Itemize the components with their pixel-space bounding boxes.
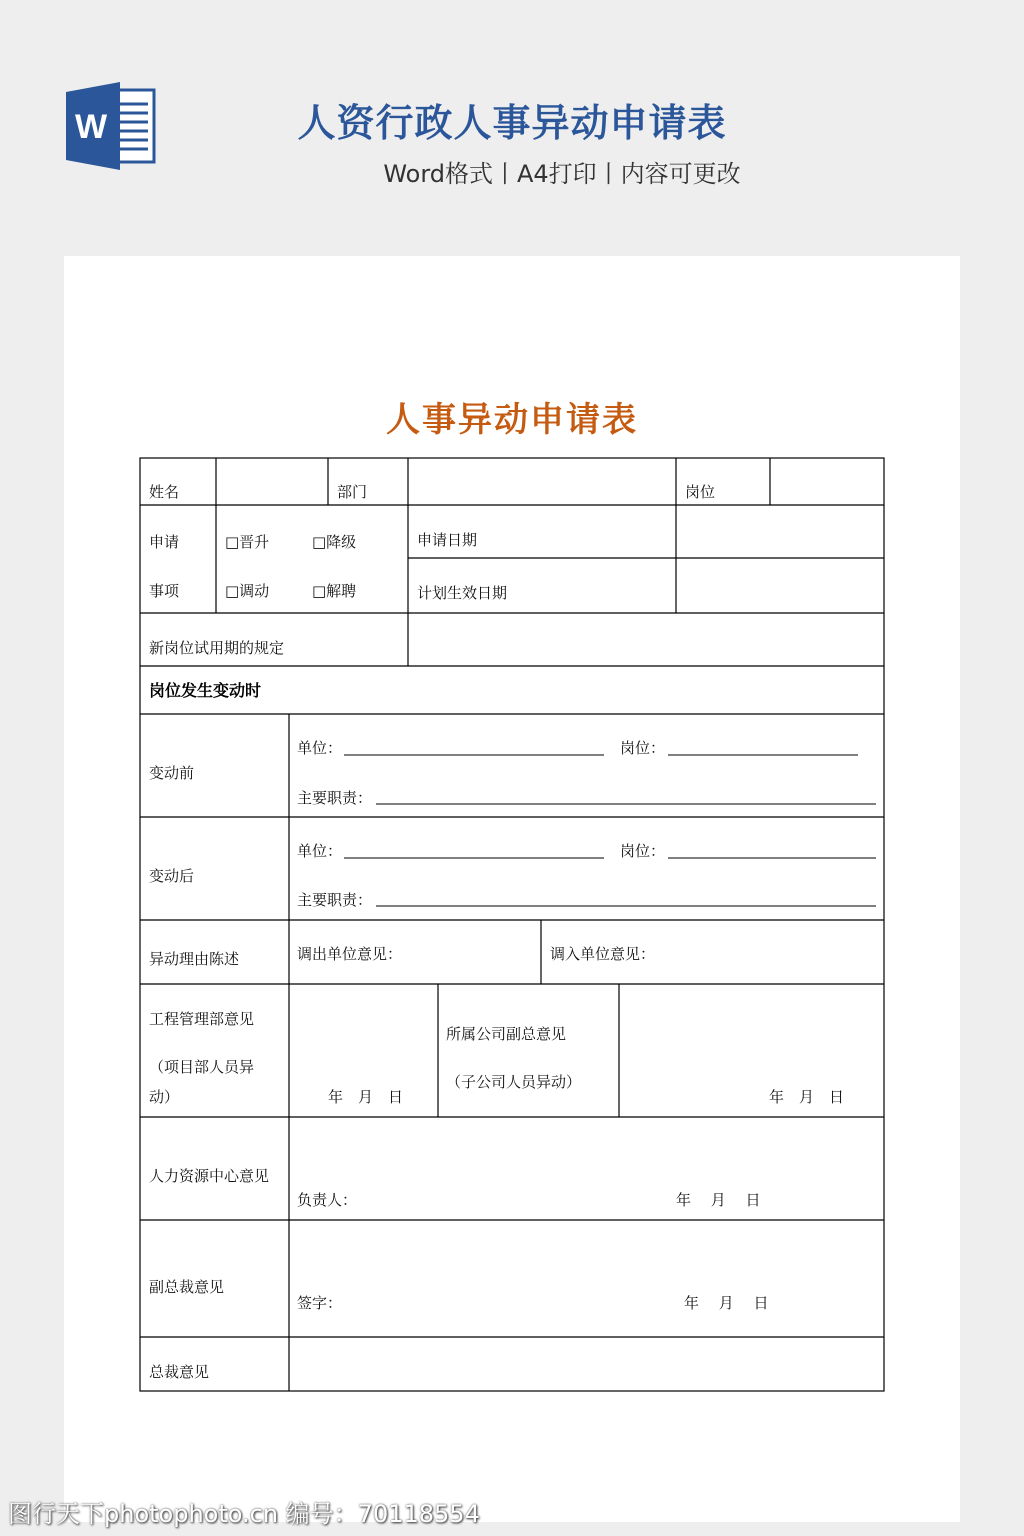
president-label: 总裁意见	[149, 1363, 210, 1381]
checkbox-promote[interactable]: □晋升	[225, 533, 270, 551]
after-unit-label: 单位：	[297, 842, 343, 860]
reason-label: 异动理由陈述	[149, 950, 240, 968]
vp-sign-label: 签字：	[297, 1294, 343, 1312]
before-unit-label: 单位：	[297, 739, 343, 757]
effective-date-label: 计划生效日期	[417, 584, 508, 602]
page-subtitle: Word格式丨A4打印丨内容可更改	[383, 160, 741, 188]
apply-date-label: 申请日期	[417, 531, 478, 549]
before-duties-label: 主要职责：	[297, 789, 373, 807]
engineering-line3: 动）	[149, 1088, 180, 1106]
out-opinion-label: 调出单位意见：	[297, 945, 403, 963]
logo-letter: W	[74, 108, 108, 146]
subsidiary-date: 年 月 日	[769, 1088, 845, 1106]
request-label-top: 申请	[149, 533, 180, 551]
request-label-bottom: 事项	[149, 582, 180, 600]
vp-date: 年 月 日	[684, 1294, 769, 1312]
hr-owner-label: 负责人：	[297, 1191, 358, 1209]
before-label: 变动前	[149, 764, 195, 782]
after-duties-label: 主要职责：	[297, 891, 373, 909]
dept-label: 部门	[337, 483, 368, 501]
probation-label: 新岗位试用期的规定	[149, 639, 285, 657]
subsidiary-line1: 所属公司副总意见	[446, 1025, 567, 1043]
checkbox-demote[interactable]: □降级	[312, 533, 357, 551]
after-label: 变动后	[149, 867, 195, 885]
engineering-date: 年 月 日	[328, 1088, 404, 1106]
position-label: 岗位	[685, 483, 716, 501]
after-post-label: 岗位：	[620, 842, 666, 860]
engineering-line1: 工程管理部意见	[149, 1010, 255, 1028]
checkbox-dismiss[interactable]: □解聘	[312, 582, 357, 600]
hr-label: 人力资源中心意见	[149, 1167, 270, 1185]
in-opinion-label: 调入单位意见：	[550, 945, 656, 963]
before-post-label: 岗位：	[620, 739, 666, 757]
name-label: 姓名	[149, 483, 180, 501]
form-title: 人事异动申请表	[386, 400, 638, 440]
watermark: 图行天下photophoto.cn 编号：70118554	[8, 1500, 480, 1528]
vp-label: 副总裁意见	[149, 1278, 225, 1296]
hr-date: 年 月 日	[676, 1191, 761, 1209]
engineering-line2: （项目部人员异	[149, 1058, 255, 1076]
section-change-heading: 岗位发生变动时	[149, 681, 262, 700]
page-title: 人资行政人事异动申请表	[297, 101, 727, 145]
checkbox-transfer[interactable]: □调动	[225, 582, 270, 600]
subsidiary-line2: （子公司人员异动）	[446, 1073, 582, 1091]
